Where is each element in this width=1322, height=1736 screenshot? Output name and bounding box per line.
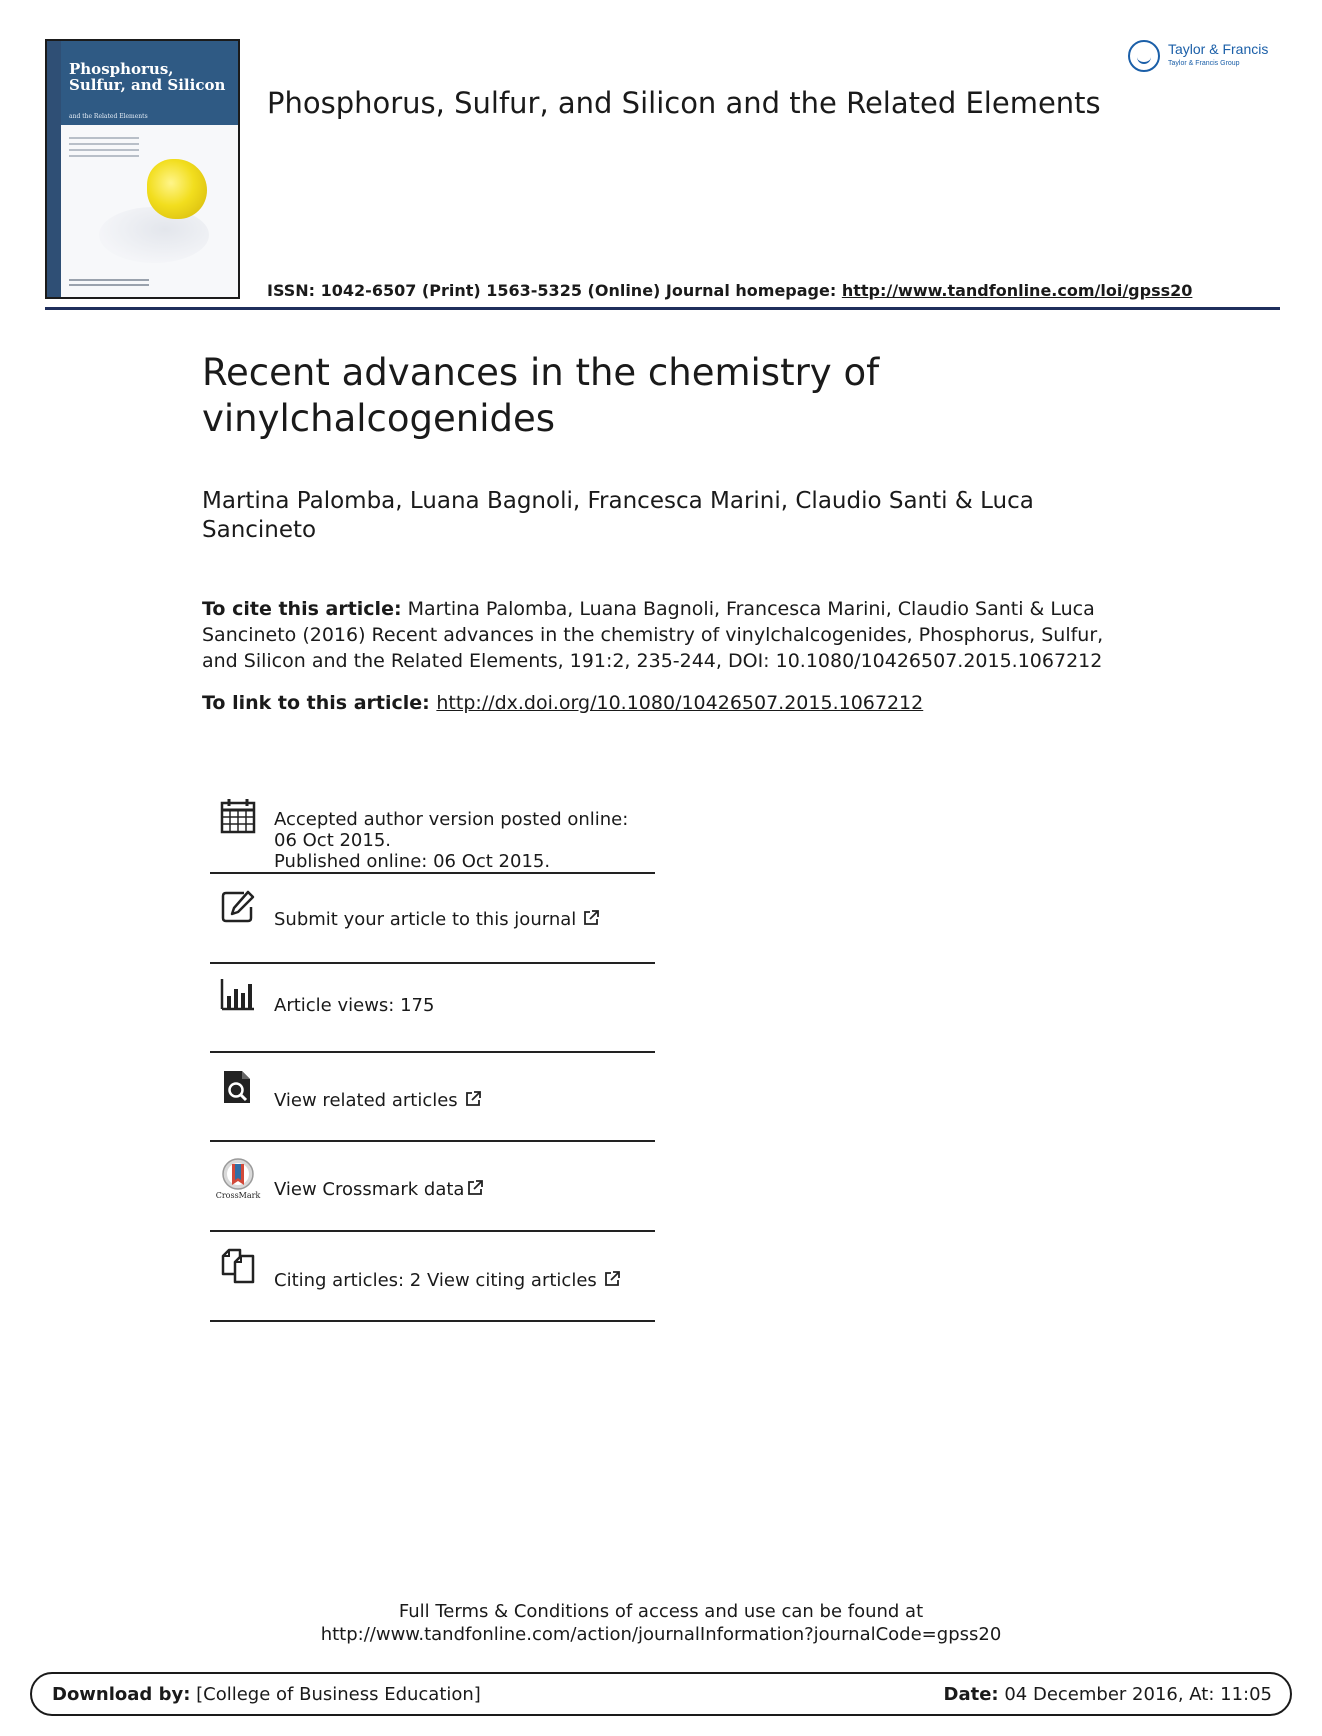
download-date bbox=[944, 1684, 1272, 1705]
accepted-date-text: Accepted author version posted online: 06 Oct 2015. bbox=[274, 809, 629, 851]
external-link-icon bbox=[603, 1270, 621, 1288]
citing-articles-link[interactable]: Citing articles: 2 View citing articles bbox=[274, 1270, 597, 1291]
crossmark-text[interactable] bbox=[274, 1179, 484, 1200]
publication-dates-row bbox=[210, 790, 655, 874]
external-link-icon bbox=[466, 1179, 484, 1197]
external-link-icon bbox=[464, 1090, 482, 1108]
terms-and-conditions bbox=[0, 1600, 1322, 1646]
citation-block bbox=[202, 596, 1122, 674]
download-by bbox=[52, 1684, 481, 1705]
issn-line bbox=[267, 281, 1192, 300]
calendar-icon bbox=[220, 798, 256, 834]
article-info-list bbox=[210, 790, 655, 1322]
related-articles-text[interactable] bbox=[274, 1090, 482, 1111]
copy-documents-icon bbox=[220, 1248, 256, 1284]
download-info-bar bbox=[30, 1672, 1292, 1716]
article-views-row bbox=[210, 964, 655, 1053]
publisher-group: Taylor & Francis Group bbox=[1168, 60, 1240, 67]
document-search-icon bbox=[220, 1069, 256, 1105]
journal-title: Phosphorus, Sulfur, and Silicon and the Related Elements bbox=[267, 86, 1101, 120]
download-date-value: 04 December 2016, At: 11:05 bbox=[998, 1684, 1272, 1705]
taylor-francis-logo-icon bbox=[1128, 40, 1160, 72]
related-articles-row[interactable] bbox=[210, 1053, 655, 1142]
cover-spine bbox=[47, 41, 61, 297]
article-views-text: Article views: 175 bbox=[274, 995, 435, 1016]
submit-article-text[interactable] bbox=[274, 909, 600, 930]
citation-label: To cite this article: bbox=[202, 598, 402, 620]
cover-editor-lines bbox=[69, 279, 219, 289]
header-divider bbox=[45, 307, 1280, 310]
crossmark-icon bbox=[215, 1158, 261, 1200]
published-date-text: Published online: 06 Oct 2015. bbox=[274, 851, 551, 872]
download-by-label: Download by: bbox=[52, 1684, 191, 1705]
terms-url[interactable]: http://www.tandfonline.com/action/journalInformation?journalCode=gpss20 bbox=[320, 1624, 1002, 1645]
submit-article-link[interactable]: Submit your article to this journal bbox=[274, 909, 577, 930]
article-link-label: To link to this article: bbox=[202, 692, 437, 714]
taylor-francis-logo bbox=[1128, 38, 1288, 78]
article-title: Recent advances in the chemistry of vinylchalcogenides bbox=[202, 351, 880, 440]
citing-articles-row[interactable] bbox=[210, 1232, 655, 1322]
related-articles-link[interactable]: View related articles bbox=[274, 1090, 458, 1111]
article-authors: Martina Palomba, Luana Bagnoli, Francesca Marini, Claudio Santi & Luca Sancineto bbox=[202, 488, 1034, 543]
journal-cover-image bbox=[45, 39, 240, 299]
crossmark-row[interactable] bbox=[210, 1142, 655, 1232]
edit-pencil-icon bbox=[220, 889, 256, 925]
crossmark-logo-text: CrossMark bbox=[215, 1191, 261, 1200]
article-link-block bbox=[202, 690, 1122, 716]
cover-crystal-shadow bbox=[99, 207, 209, 263]
article-doi-url-link[interactable]: http://dx.doi.org/10.1080/10426507.2015.1067212 bbox=[436, 692, 924, 714]
terms-line-1: Full Terms & Conditions of access and use can be found at bbox=[398, 1601, 924, 1622]
cover-sulfur-crystal bbox=[147, 159, 207, 219]
crossmark-link[interactable]: View Crossmark data bbox=[274, 1179, 465, 1200]
bar-chart-icon bbox=[220, 976, 256, 1012]
citing-articles-text[interactable] bbox=[274, 1270, 621, 1291]
doi-link[interactable]: 10.1080/10426507.2015.1067212 bbox=[775, 650, 1103, 672]
cover-text-lines bbox=[69, 137, 139, 161]
publication-dates-text bbox=[274, 809, 654, 872]
journal-homepage-link[interactable]: http://www.tandfonline.com/loi/gpss20 bbox=[841, 281, 1193, 300]
download-date-label: Date: bbox=[943, 1684, 999, 1705]
download-by-value: [College of Business Education] bbox=[190, 1684, 481, 1705]
submit-article-row[interactable] bbox=[210, 874, 655, 964]
publisher-name: Taylor & Francis bbox=[1168, 41, 1269, 57]
issn-text: ISSN: 1042-6507 (Print) 1563-5325 (Online) Journal homepage: bbox=[267, 281, 842, 300]
cover-subtitle: and the Related Elements bbox=[69, 113, 148, 120]
citation-text: Martina Palomba, Luana Bagnoli, Francesca Marini, Claudio Santi & Luca Sancineto (2016) Recent advances in the chemistry of vinylchalcogenides, Phosphorus, Sulfur, and Silicon and the Related Elements, 191:2, 235-244, DOI: bbox=[202, 598, 1104, 672]
external-link-icon bbox=[582, 909, 600, 927]
cover-title: Phosphorus, Sulfur, and Silicon bbox=[69, 60, 226, 94]
